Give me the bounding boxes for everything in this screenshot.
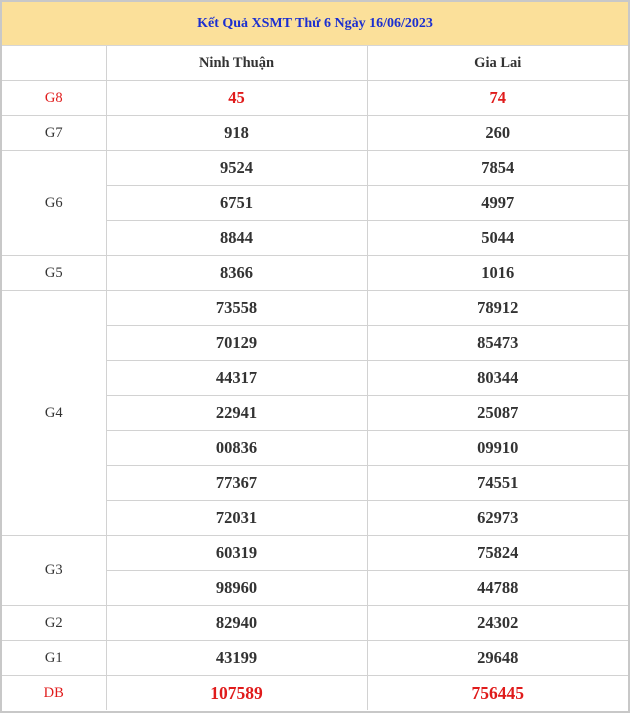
prize-label: G5 xyxy=(2,256,106,291)
prize-label: G3 xyxy=(2,536,106,606)
result-number: 260 xyxy=(367,116,628,151)
prize-label: DB xyxy=(2,676,106,711)
header-prize xyxy=(2,46,106,81)
prize-row xyxy=(2,641,628,676)
result-number: 756445 xyxy=(367,676,628,711)
prize-row xyxy=(2,116,628,151)
prize-row xyxy=(2,606,628,641)
results-body xyxy=(2,81,628,711)
prize-row xyxy=(2,256,628,291)
result-number: 4997 xyxy=(367,186,628,221)
result-number: 73558 xyxy=(106,291,367,326)
result-number: 72031 xyxy=(106,501,367,536)
result-number: 918 xyxy=(106,116,367,151)
result-number: 82940 xyxy=(106,606,367,641)
results-title: Kết Quả XSMT Thứ 6 Ngày 16/06/2023 xyxy=(2,2,628,46)
result-number: 43199 xyxy=(106,641,367,676)
prize-row xyxy=(2,536,628,571)
header-row xyxy=(2,46,628,81)
prize-label: G6 xyxy=(2,151,106,256)
results-table xyxy=(2,46,628,710)
prize-row xyxy=(2,81,628,116)
result-number: 8844 xyxy=(106,221,367,256)
prize-row xyxy=(2,291,628,326)
result-number: 8366 xyxy=(106,256,367,291)
result-number: 25087 xyxy=(367,396,628,431)
prize-label: G2 xyxy=(2,606,106,641)
result-number: 45 xyxy=(106,81,367,116)
result-number: 29648 xyxy=(367,641,628,676)
result-number: 70129 xyxy=(106,326,367,361)
result-number: 75824 xyxy=(367,536,628,571)
result-number: 85473 xyxy=(367,326,628,361)
result-number: 77367 xyxy=(106,466,367,501)
result-number: 09910 xyxy=(367,431,628,466)
result-number: 107589 xyxy=(106,676,367,711)
result-number: 98960 xyxy=(106,571,367,606)
result-number: 80344 xyxy=(367,361,628,396)
prize-row xyxy=(2,676,628,711)
result-number: 44788 xyxy=(367,571,628,606)
result-number: 9524 xyxy=(106,151,367,186)
result-number: 7854 xyxy=(367,151,628,186)
result-number: 62973 xyxy=(367,501,628,536)
result-number: 60319 xyxy=(106,536,367,571)
result-number: 74 xyxy=(367,81,628,116)
prize-label: G7 xyxy=(2,116,106,151)
result-number: 6751 xyxy=(106,186,367,221)
result-number: 74551 xyxy=(367,466,628,501)
result-number: 00836 xyxy=(106,431,367,466)
prize-label: G1 xyxy=(2,641,106,676)
header-province-1: Ninh Thuận xyxy=(106,46,367,81)
prize-row xyxy=(2,151,628,186)
result-number: 78912 xyxy=(367,291,628,326)
result-number: 22941 xyxy=(106,396,367,431)
result-number: 5044 xyxy=(367,221,628,256)
header-province-2: Gia Lai xyxy=(367,46,628,81)
result-number: 44317 xyxy=(106,361,367,396)
result-number: 24302 xyxy=(367,606,628,641)
prize-label: G4 xyxy=(2,291,106,536)
prize-label: G8 xyxy=(2,81,106,116)
result-number: 1016 xyxy=(367,256,628,291)
